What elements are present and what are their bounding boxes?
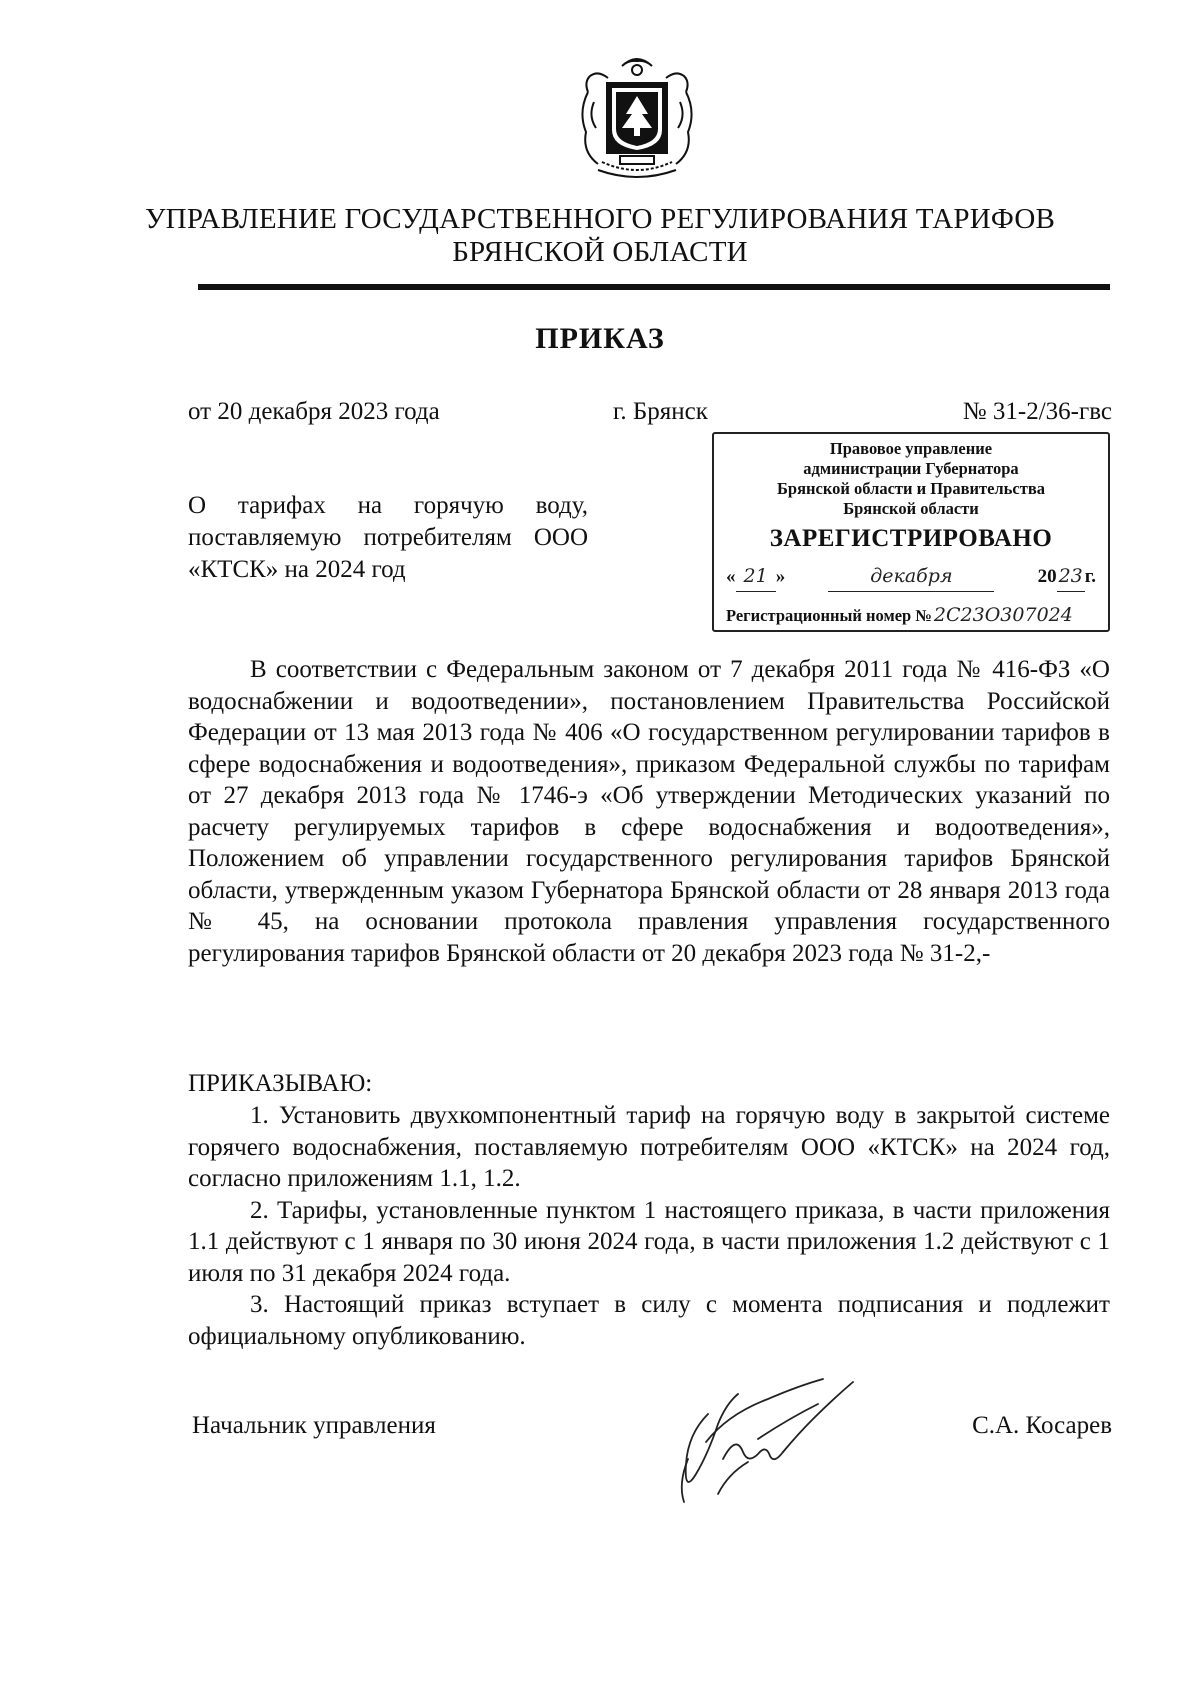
- signatory-title: Начальник управления: [192, 1412, 436, 1439]
- handwritten-signature-icon: [648, 1364, 898, 1514]
- document-city: г. Брянск: [613, 398, 708, 425]
- agency-name: [0, 203, 1200, 269]
- stamp-regnum-label: Регистрационный номер №: [726, 606, 932, 625]
- stamp-year-mark: г.: [1084, 566, 1096, 587]
- stamp-year-suffix: 23: [1057, 561, 1085, 592]
- stamp-year-prefix: 20: [1037, 566, 1057, 587]
- order-items: [188, 1100, 1110, 1352]
- stamp-day-group: « 21 »: [726, 561, 785, 592]
- stamp-line2: администрации Губернатора: [803, 459, 1019, 478]
- stamp-day: 21: [736, 561, 776, 592]
- stamp-month: декабря: [828, 561, 994, 592]
- bryansk-oblast-coat-of-arms-icon: [568, 52, 706, 184]
- stamp-year-group: [1038, 561, 1096, 592]
- signatory-name: С.А. Косарев: [972, 1412, 1112, 1439]
- stamp-registered-label: ЗАРЕГИСТРИРОВАНО: [769, 525, 1053, 552]
- preamble-paragraph: В соответствии с Федеральным законом от 7 декабря 2011 года № 416-ФЗ «О водоснабжении и водоотведении», постановлением Правительства Российской Федерации от 13 мая 2013 года № 406 «О государственном регулировании тарифов в сфере водоснабжения и водоотведения», приказом Федеральной службы по тарифам от 27 декабря 2013 года № 1746-э «Об утверждении Методических указаний по расчету регулируемых тарифов в сфере водоснабжения и водоотведения», Положением об управлении государственного регулирования тарифов Брянской области, утвержденным указом Губернатора Брянской области от 28 января 2013 года № 45, на основании протокола правления управления государственного регулирования тарифов Брянской области от 20 декабря 2023 года № 31-2,-: [188, 656, 1110, 967]
- order-item-3: 3. Настоящий приказ вступает в силу с момента подписания и подлежит официальному опубликованию.: [188, 1291, 1110, 1350]
- registration-stamp: [712, 432, 1110, 632]
- stamp-line1: Правовое управление: [829, 439, 993, 458]
- agency-name-line1: УПРАВЛЕНИЕ ГОСУДАРСТВЕННОГО РЕГУЛИРОВАНИЯ ТАРИФОВ: [144, 203, 1056, 235]
- stamp-regnum-value: 2С23О307024: [933, 604, 1073, 626]
- agency-name-line2: БРЯНСКОЙ ОБЛАСТИ: [452, 236, 748, 268]
- document-number: № 31-2/36-гвс: [962, 398, 1112, 425]
- stamp-regnum-row: [714, 604, 1108, 627]
- stamp-line3: Брянской области и Правительства: [777, 479, 1045, 498]
- header-rule: [198, 284, 1110, 290]
- document-type-title: ПРИКАЗ: [535, 322, 665, 355]
- order-item-1: 1. Установить двухкомпонентный тариф на горячую воду в закрытой системе горячего водоснабжения, поставляемую потребителям ООО «КТСК» на 2024 год, согласно приложениям 1.1, 1.2.: [188, 1102, 1110, 1192]
- document-date: от 20 декабря 2023 года: [188, 398, 440, 425]
- order-item-2: 2. Тарифы, установленные пунктом 1 настоящего приказа, в части приложения 1.1 действуют с 1 января по 30 июня 2024 года, в части приложения 1.2 действуют с 1 июля по 31 декабря 2024 года.: [188, 1196, 1110, 1287]
- document-subject: О тарифах на горячую воду, поставляемую потребителям ООО «КТСК» на 2024 год: [188, 492, 588, 583]
- stamp-date-row: [714, 561, 1108, 592]
- stamp-line4: Брянской области: [843, 499, 979, 518]
- order-word: ПРИКАЗЫВАЮ:: [188, 1070, 373, 1097]
